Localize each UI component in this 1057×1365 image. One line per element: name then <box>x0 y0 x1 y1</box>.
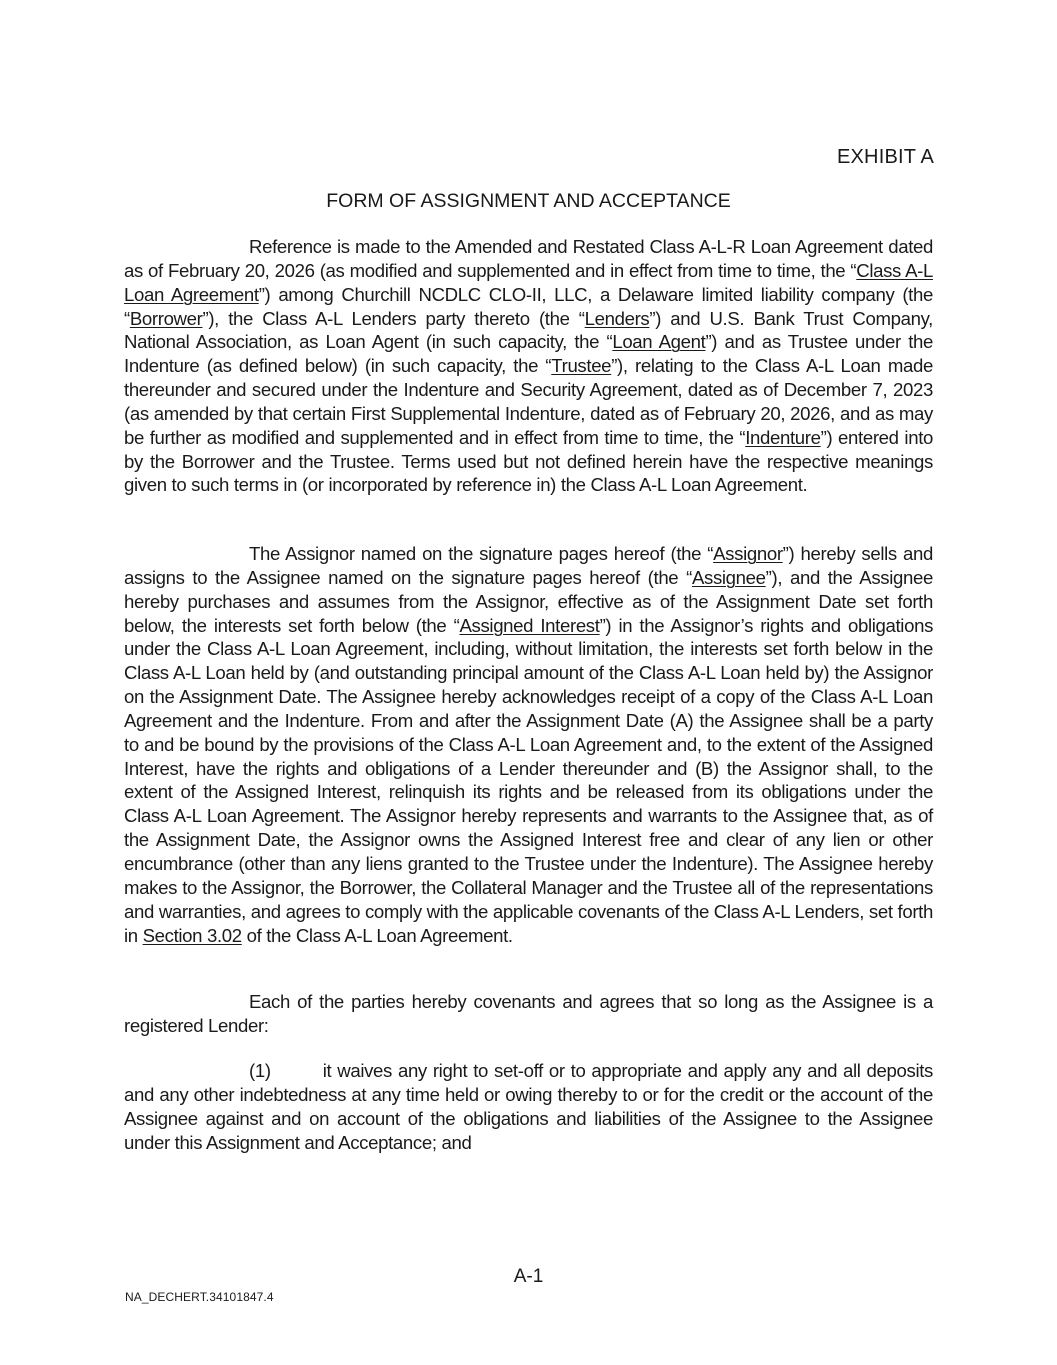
paragraph-text <box>124 1059 933 1154</box>
defined-term-class-al-loan-agreement: Class A-L Loan Agreement <box>124 259 933 305</box>
paragraph-text <box>124 235 933 497</box>
exhibit-label: EXHIBIT A <box>836 146 934 168</box>
paragraph-item-1 <box>124 1059 933 1154</box>
item-text: it waives any right to set-off or to appropriate and apply any and all deposits and any other indebtedness at any time held or owing thereby to or for the credit or the account of the Assignee against and on account of the obligations and liabilities of the Assignee to the Assignee under this Assignment and Acceptance; and <box>124 1060 933 1153</box>
defined-term-lenders: Lenders <box>584 307 650 329</box>
text-run: ”) among Churchill NCDLC CLO-II, LLC, a Delaware limited liability company (the “ <box>124 283 933 329</box>
item-number: (1) <box>249 1060 271 1081</box>
defined-term-assigned-interest: Assigned Interest <box>459 614 600 636</box>
text-run: ”) hereby sells and assigns to the Assignee named on the signature pages hereof (the “ <box>124 543 933 588</box>
text-run: ”), relating to the Class A-L Loan made thereunder and secured under the Indenture and Security Agreement, dated as of December 7, 2023 (as amended by that certain First Supplemental Indenture, dated as of February 20, 2026, and as may be further as modified and supplemented and in effect from time to time, the “ <box>124 355 933 448</box>
paragraph-text: Each of the parties hereby covenants and agrees that so long as the Assignee is a registered Lender: <box>124 991 933 1036</box>
text-run: of the Class A-L Loan Agreement. <box>241 924 513 946</box>
text-run: ”) entered into by the Borrower and the Trustee. Terms used but not defined herein have the respective meanings given to such terms in (or incorporated by reference in) the Class A-L Loan Agreement. <box>124 426 934 496</box>
text-run: ”) in the Assignor’s rights and obligations under the Class A-L Loan Agreement, including, without limitation, the interests set forth below in the Class A-L Loan held by (and outstanding principal amount of the Class A-L Loan held by) the Assignor on the Assignment Date. The Assignee hereby acknowledges receipt of a copy of the Class A-L Loan Agreement and the Indenture. From and after the Assignment Date (A) the Assignee shall be a party to and be bound by the provisions of the Class A-L Loan Agreement and, to the extent of the Assigned Interest, have the rights and obligations of a Lender thereunder and (B) the Assignor shall, to the extent of the Assigned Interest, relinquish its rights and be released from its obligations under the Class A-L Loan Agreement. The Assignor hereby represents and warrants to the Assignee that, as of the Assignment Date, the Assignor owns the Assigned Interest free and clear of any lien or other encumbrance (other than any liens granted to the Trustee under the Indenture). The Assignee hereby makes to the Assignor, the Borrower, the Collateral Manager and the Trustee all of the representations and warranties, and agrees to comply with the applicable covenants of the Class A-L Lenders, set forth in <box>124 614 934 946</box>
defined-term-assignor: Assignor <box>713 543 783 564</box>
text-run: ”), the Class A-L Lenders party thereto (the “ <box>202 307 585 329</box>
text-run: ”) and U.S. Bank Trust Company, National Association, as Loan Agent (in such capacity, the “ <box>124 307 933 353</box>
text-run: ”), and the Assignee hereby purchases and assumes from the Assignor, effective as of the Assignment Date set forth below, the interests set forth below (the “ <box>124 566 934 636</box>
document-title <box>0 190 1057 213</box>
paragraph-reference <box>124 235 933 497</box>
section-reference-3-02: Section 3.02 <box>142 924 242 946</box>
page-number: A-1 <box>513 1266 544 1287</box>
paragraph-covenants <box>124 990 933 1038</box>
title-text: FORM OF ASSIGNMENT AND ACCEPTANCE <box>326 190 731 212</box>
defined-term-trustee: Trustee <box>551 355 612 377</box>
paragraph-text <box>124 542 933 947</box>
defined-term-loan-agent: Loan Agent <box>612 331 706 353</box>
text-run: The Assignor named on the signature pages hereof (the “ <box>249 543 714 564</box>
defined-term-assignee: Assignee <box>691 566 766 588</box>
paragraph-assignment <box>124 542 933 947</box>
defined-term-borrower: Borrower <box>129 307 203 329</box>
document-id: NA_DECHERT.34101847.4 <box>125 1290 274 1304</box>
text-run: Reference is made to the Amended and Restated Class A-L-R Loan Agreement dated as of February 20, 2026 (as modified and supplemented and in effect from time to time, the “ <box>124 236 933 281</box>
defined-term-indenture: Indenture <box>745 426 821 448</box>
text-run: ”) and as Trustee under the Indenture (as defined below) (in such capacity, the “ <box>124 331 933 377</box>
